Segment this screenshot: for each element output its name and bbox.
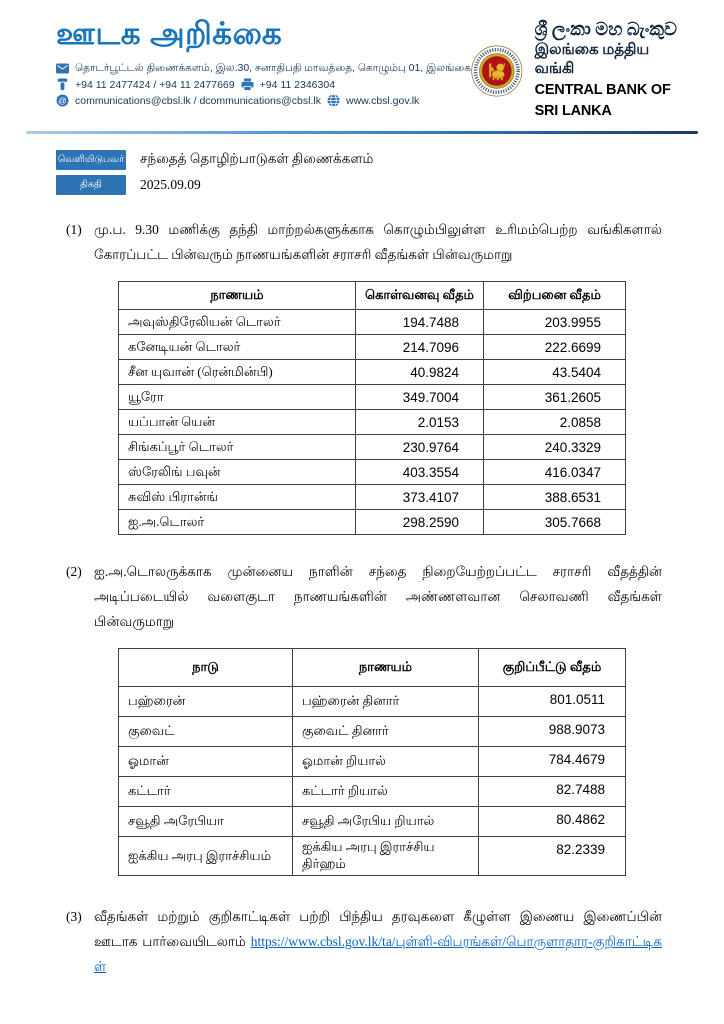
issuer-value: சந்தைத் தொழிற்பாடுகள் திணைக்களம் <box>140 151 374 166</box>
paragraph-3 <box>0 904 724 979</box>
paragraph-1-number: (1) <box>66 222 82 237</box>
gulf-currency-rates-table <box>118 648 626 876</box>
table-cell: 988.9073 <box>479 717 626 747</box>
svg-text:@: @ <box>58 95 67 106</box>
table-cell: சவூதி அரேபியா <box>119 807 293 837</box>
paragraph-1-text: மு.ப. 9.30 மணிக்கு தந்தி மாற்றல்களுக்காக கொழும்பிலுள்ள உரிமம்பெற்ற வங்கிகளால் கோரப்பட்ட பின்வரும் நாணயங்களின் சராசரி வீதங்கள் பின்வருமாறு <box>94 222 662 262</box>
table-cell: ஐக்கிய அரபு இராச்சியம் <box>119 837 293 876</box>
paragraph-3-lead-text: வீதங்கள் மற்றும் குறிகாட்டிகள் பற்றி பிந்திய தரவுகளை கீழுள்ள இணைய இணைப்பின் ஊடாக பார்வையிடலாம் <box>94 909 662 949</box>
table-row <box>119 310 626 335</box>
exchange-rates-table <box>118 281 626 535</box>
table-cell: 416.0347 <box>484 460 626 485</box>
table-cell: 203.9955 <box>484 310 626 335</box>
letterhead <box>0 0 724 123</box>
table-cell: பஹ்ரைன் தினார் <box>293 687 479 717</box>
table-row <box>119 360 626 385</box>
paragraph-2 <box>0 559 724 634</box>
column-header-indicative-rate: குறிப்பீட்டு வீதம் <box>479 649 626 687</box>
table-row <box>119 385 626 410</box>
at-sign-icon <box>56 94 69 107</box>
phone-numbers: +94 11 2477424 / +94 11 2477669 <box>75 78 235 91</box>
table-cell: 230.9764 <box>356 435 484 460</box>
table-row <box>119 807 626 837</box>
phone-icon <box>56 78 69 91</box>
table-row <box>119 687 626 717</box>
table-cell: கனேடியன் டொலர் <box>119 335 356 360</box>
table-row <box>119 485 626 510</box>
table-cell: குவைட் தினார் <box>293 717 479 747</box>
table-row <box>119 510 626 535</box>
table-cell: யூரோ <box>119 385 356 410</box>
table-cell: சிங்கப்பூர் டொலர் <box>119 435 356 460</box>
column-header-currency: நாணயம் <box>293 649 479 687</box>
table-cell: ஐ.அ.டொலர் <box>119 510 356 535</box>
table-cell: 82.7488 <box>479 777 626 807</box>
globe-icon <box>327 94 340 107</box>
table-row <box>119 837 626 876</box>
table-cell: ஐக்கிய அரபு இராச்சிய திர்ஹம் <box>293 837 479 876</box>
cbsl-indicators-link[interactable]: https://www.cbsl.gov.lk/ta/புள்ளி-விபரங்கள்/பொருளாதார-குறிகாட்டிகள் <box>94 934 662 974</box>
table-cell: சீன யுவான் (ரென்மின்பி) <box>119 360 356 385</box>
paragraph-2-number: (2) <box>66 564 82 579</box>
table-cell: 2.0153 <box>356 410 484 435</box>
bank-name-sinhala: ශ්‍රී ලංකා මහ බැංකුව <box>534 19 677 39</box>
issuer-label-badge: வெளியிடுபவர் <box>56 150 126 170</box>
bank-name-tamil: இலங்கை மத்திய வங்கி <box>534 41 650 77</box>
table-cell: 82.2339 <box>479 837 626 876</box>
email-addresses: communications@cbsl.lk / dcommunications@cbsl.lk <box>75 94 321 107</box>
paragraph-3-text <box>94 904 662 979</box>
table-cell: குவைட் <box>119 717 293 747</box>
table-cell: 784.4679 <box>479 747 626 777</box>
fax-number: +94 11 2346304 <box>259 78 336 91</box>
release-meta <box>0 134 724 195</box>
column-header-buying-rate: கொள்வனவு வீதம் <box>356 282 484 310</box>
bank-name-english: CENTRAL BANK OF SRI LANKA <box>534 81 671 120</box>
table-cell: 2.0858 <box>484 410 626 435</box>
table-header-row <box>119 282 626 310</box>
table-cell: கட்டார் றியால் <box>293 777 479 807</box>
paragraph-1 <box>0 217 724 267</box>
table-cell: 388.6531 <box>484 485 626 510</box>
website-text: www.cbsl.gov.lk <box>345 94 420 107</box>
table-cell: ஓமான் <box>119 747 293 777</box>
table-cell: 305.7668 <box>484 510 626 535</box>
table-cell: 43.5404 <box>484 360 626 385</box>
column-header-selling-rate: விற்பனை வீதம் <box>484 282 626 310</box>
fax-printer-icon <box>241 78 254 91</box>
table-row <box>119 410 626 435</box>
table-cell: ஸ்ரேலிங் பவுன் <box>119 460 356 485</box>
table-cell: 40.9824 <box>356 360 484 385</box>
table-cell: 80.4862 <box>479 807 626 837</box>
table-row <box>119 435 626 460</box>
phone-fax-line <box>56 78 471 91</box>
table-header-row <box>119 649 626 687</box>
envelope-icon <box>56 62 69 75</box>
address-text: தொடர்பூட்டல் திணைக்களம், இல.30, சனாதிபதி மாவத்தை, கொழும்பு 01, இலங்கை <box>75 62 471 74</box>
table-row <box>119 747 626 777</box>
table-cell: ஓமான் றியால் <box>293 747 479 777</box>
table-cell: 801.0511 <box>479 687 626 717</box>
table-cell: கட்டார் <box>119 777 293 807</box>
table-cell: யப்பான் யென் <box>119 410 356 435</box>
document-title: ஊடக அறிக்கை <box>56 16 283 51</box>
table-cell: 361.2605 <box>484 385 626 410</box>
table-cell: 240.3329 <box>484 435 626 460</box>
email-web-line <box>56 94 471 107</box>
cbsl-seal-logo <box>471 34 523 108</box>
date-value: 2025.09.09 <box>140 177 201 192</box>
paragraph-2-text: ஐ.அ.டொலருக்காக முன்னைய நாளின் சந்தை நிறையேற்றப்பட்ட சராசரி வீதத்தின் அடிப்படையில் வளைகுடா நாணயங்களின் அண்ணளவான செலாவணி வீதங்கள் பின்வருமாறு <box>94 564 662 629</box>
table-row <box>119 717 626 747</box>
date-label-badge: திகதி <box>56 175 126 195</box>
table-cell: 298.2590 <box>356 510 484 535</box>
column-header-country: நாடு <box>119 649 293 687</box>
table-cell: சுவிஸ் பிரான்ங் <box>119 485 356 510</box>
table-cell: 194.7488 <box>356 310 484 335</box>
bank-name-block <box>535 18 686 123</box>
table-cell: அவுஸ்திரேலியன் டொலர் <box>119 310 356 335</box>
table-row <box>119 777 626 807</box>
table-cell: 222.6699 <box>484 335 626 360</box>
table-row <box>119 335 626 360</box>
table-cell: பஹ்ரைன் <box>119 687 293 717</box>
table-cell: 373.4107 <box>356 485 484 510</box>
table-cell: 349.7004 <box>356 385 484 410</box>
table-cell: 403.3554 <box>356 460 484 485</box>
address-line <box>56 62 471 75</box>
table-row <box>119 460 626 485</box>
paragraph-3-number: (3) <box>66 909 82 924</box>
table-cell: 214.7096 <box>356 335 484 360</box>
column-header-currency: நாணயம் <box>119 282 356 310</box>
table-cell: சவூதி அரேபிய றியால் <box>293 807 479 837</box>
